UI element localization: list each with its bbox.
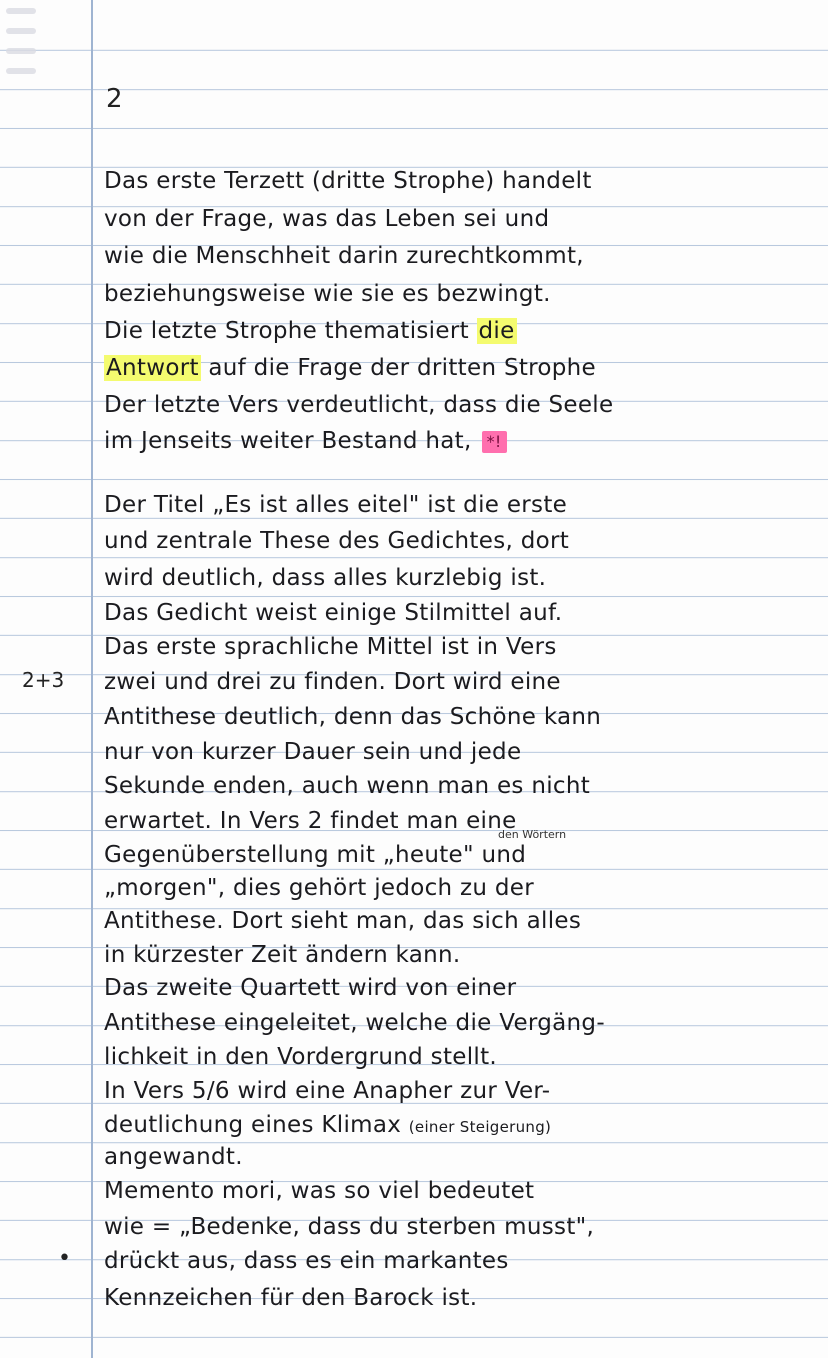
text-span: Die letzte Strophe thematisiert (104, 318, 477, 344)
insertion-note: den Wörtern (498, 828, 567, 841)
text-line: wie = „Bedenke, dass du sterben musst", (104, 1214, 595, 1240)
text-line: nur von kurzer Dauer sein und jede (104, 739, 522, 765)
text-line: Gegenüberstellung mit „heute" und (104, 842, 527, 868)
text-line: erwartet. In Vers 2 findet man eine (104, 808, 517, 834)
star-annotation-marker: *! (482, 431, 507, 453)
text-line: und zentrale These des Gedichtes, dort (104, 528, 570, 554)
text-line: In Vers 5/6 wird eine Anapher zur Ver- (104, 1078, 551, 1104)
text-line: von der Frage, was das Leben sei und (104, 206, 550, 232)
text-line (104, 426, 507, 456)
text-line: Memento mori, was so viel bedeutet (104, 1178, 535, 1204)
text-line: wie die Menschheit darin zurechtkommt, (104, 243, 584, 269)
text-line: Das erste sprachliche Mittel ist in Vers (104, 634, 557, 660)
highlighted-text: Antwort (106, 355, 199, 381)
verse-reference-note: 2+3 (22, 668, 65, 692)
text-line (104, 316, 517, 346)
faded-mark (6, 28, 36, 34)
faded-mark (6, 68, 36, 74)
margin-line (91, 0, 93, 1358)
faded-mark (6, 8, 36, 14)
text-line: Antithese deutlich, denn das Schöne kann (104, 704, 602, 730)
text-line: lichkeit in den Vordergrund stellt. (104, 1044, 498, 1070)
text-line: wird deutlich, dass alles kurzlebig ist. (104, 565, 547, 591)
text-line: Kennzeichen für den Barock ist. (104, 1285, 478, 1311)
text-line: Das erste Terzett (dritte Strophe) handelt (104, 168, 592, 194)
text-line: Der Titel „Es ist alles eitel" ist die erste (104, 492, 568, 518)
text-line: Das Gedicht weist einige Stilmittel auf. (104, 600, 563, 626)
text-line: drückt aus, dass es ein markantes (104, 1248, 509, 1274)
text-span: auf die Frage der dritten Strophe (200, 355, 597, 381)
text-line: in kürzester Zeit ändern kann. (104, 942, 461, 968)
text-line: Antithese eingeleitet, welche die Vergäng- (104, 1010, 605, 1036)
faded-mark (6, 48, 36, 54)
bullet-mark: • (58, 1246, 71, 1271)
text-line: Das zweite Quartett wird von einer (104, 975, 517, 1001)
small-text: (einer Steigerung) (408, 1118, 552, 1136)
text-line: Antithese. Dort sieht man, das sich alles (104, 908, 582, 934)
text-span: im Jenseits weiter Bestand hat, (104, 428, 472, 454)
text-line: zwei und drei zu finden. Dort wird eine (104, 669, 561, 695)
text-line (104, 1110, 551, 1142)
text-line: Der letzte Vers verdeutlicht, dass die Seele (104, 392, 614, 418)
text-span: deutlichung eines Klimax (104, 1112, 409, 1138)
text-line: angewandt. (104, 1144, 243, 1170)
page-number: 2 (106, 84, 123, 114)
text-line: „morgen", dies gehört jedoch zu der (104, 875, 535, 901)
text-line: beziehungsweise wie sie es bezwingt. (104, 281, 551, 307)
highlighted-text: die (478, 318, 515, 344)
text-line: Sekunde enden, auch wenn man es nicht (104, 773, 591, 799)
faded-marks (0, 0, 50, 110)
text-line (104, 353, 596, 383)
